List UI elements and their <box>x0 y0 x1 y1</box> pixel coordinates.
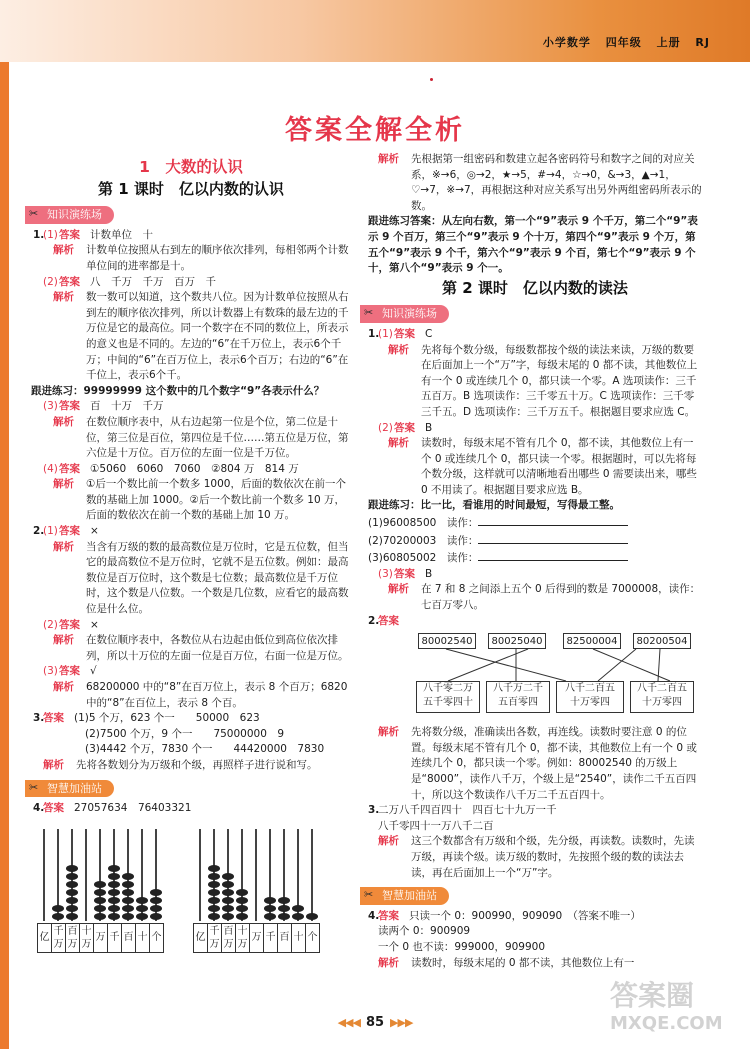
matching-diagram <box>368 633 702 721</box>
place-label: 十 <box>292 924 306 952</box>
abacus-bead <box>66 897 78 904</box>
abacus-bead <box>208 905 220 912</box>
abacus-bead <box>108 913 120 920</box>
abacus-bead <box>208 881 220 888</box>
analysis-text: 数一数可以知道，这个数共八位。因为计数单位按照从右到左的顺序依次排列，所以计数器上有数珠的最左边的千万位是它的最高位。同一个数字在不同的数位上，所表示的意义也是不同的。左边的“6”在千万位上，表示6个千万；中间的“6”在百万位上，表示6个百万；右边的“6”在千位上，表示6个千。 <box>86 291 349 382</box>
abacus-bead <box>208 873 220 880</box>
section-banner: ✂ 智慧加油站 <box>360 887 449 905</box>
place-label: 个 <box>307 932 318 944</box>
abacus-bead <box>136 897 148 904</box>
abacus-figures <box>33 823 349 963</box>
abacus-bead <box>122 889 134 896</box>
abacus-rod <box>43 829 45 921</box>
question-2: 2. (1) 答案 × 解析 当含有万级的数的最高数位是万位时，它是五位数，但当它的最高数位不是万位时，它就不是五位数。例如：最高数位是百万位时，这个数是七位数；最高数位是千万位时，这个数是八位数。一个数是几位数，应看它的最高数位是什么位。 (2) 答案 × 解析 在数位顺序表中，各数位从右边起由低位到高位依次排列，所以十万位的左面一位是百万位，右面一位是万位。 (3) 答案 √ 解析 68200000 中的“8”在百万位上，表示 8 个百万；6820 中的“8”在百位上，表示 8 个百。 <box>33 525 349 709</box>
answer-text: 计数单位 十 <box>90 228 153 241</box>
volume: 上册 <box>656 36 681 49</box>
abacus-bead <box>208 865 220 872</box>
place-label: 万 <box>250 924 264 952</box>
analysis-text: 计数单位按照从右到左的顺序依次排列，每相邻两个计数单位间的进率都是十。 <box>86 244 349 272</box>
place-label: 万 <box>94 924 108 952</box>
abacus-2 <box>193 827 333 953</box>
question-3: 3. 答案 (1)5 个万，623 个一 50000 623 (2)7500 个万，9 个一 75000000 9 (3)4442 个万，7830 个一 44420000 7830 解析 先将各数划分为万级和个级，再照样子进行说和写。 <box>33 712 325 771</box>
abacus-bead <box>150 905 162 912</box>
abacus-bead <box>94 881 106 888</box>
edition: RJ <box>695 36 710 49</box>
question-4: 4. 答案 27057634 76403321 <box>33 802 192 815</box>
abacus-bead <box>52 905 64 912</box>
scissors-icon: ✂ <box>364 888 374 902</box>
abacus-bead <box>122 897 134 904</box>
place-label: 千万 <box>52 924 66 952</box>
abacus-bead <box>66 881 78 888</box>
abacus-1 <box>37 827 177 953</box>
place-label: 千 <box>264 924 278 952</box>
section-banner: ✂ 智慧加油站 <box>25 780 114 798</box>
abacus-rod <box>85 829 87 921</box>
follow-up-practice-2: 跟进练习：比一比，看谁用的时间最短，写得最工整。 <box>368 499 620 512</box>
analysis-text: 在数位顺序表中，从右边起第一位是个位，第二位是十位，第三位是百位，第四位是千位……第五位是万位，第六位是十万位。百万位的左面一位是千万位。 <box>86 415 349 460</box>
abacus-bead <box>222 881 234 888</box>
place-label: 亿 <box>194 924 208 952</box>
abacus-bead <box>52 913 64 920</box>
decor-dot <box>430 78 433 81</box>
place-label: 百万 <box>222 924 236 952</box>
follow-up-practice: 跟进练习：99999999 这个数中的几个数字“9”各表示什么？ <box>31 384 325 397</box>
abacus-bead <box>108 865 120 872</box>
abacus-bead <box>278 913 290 920</box>
place-label: 十 <box>136 924 150 952</box>
abacus-bead <box>222 873 234 880</box>
answer-line[interactable] <box>478 532 628 544</box>
reading-row-3: (3)60805002 读作： <box>368 549 702 567</box>
right-column: 解析 先根据第一组密码和数建立起各密码符号和数字之间的对应关系，※→6，◎→2，★→5，#→4，☆→0，&→3，▲→1，♡→7，※→7，再根据这种对应关系写出另外两组密码所表示的数。 跟进练习答案：从左向右数，第一个“9”表示 9 个千万，第二个“9”表示 9 个百万，第三个“9”表示 9 个十万，第四个“9”表示 9 个万，第五个“9”表示 9 个千，第六个“9”表示 9 个百，第七个“9”表示 9 个十，第八个“9”表示 9 个一。 第 2 课时 亿以内数的读法 ✂ 知识演练场 1. (1) 答案 C 解析 先将每个数分级，每级数都按个级的读法来读，万级的数要在后面加上一个“万”字，每级末尾的 0 都不读，其他数位上有一个 0 或连续几个 0，都只读一个零。A 选项读作：三千五百万。B 选项读作：三千零五十万。C 选项读作：三千零三千五。D 选项读作：三千万五千。根据题目要求应选 C。 (2) 答案 B 解析 读数时，每级末尾不管有几个 0，都不读，其他数位上有一个 0 或连续几个 0，都只读一个零。根据题时，可以先将每个数分级，这样就可以清晰地看出哪些 0 需要读出来，哪些 0 不用读了。根据题目要求应选 B。 跟进练习：比一比，看谁用的时间最短，写得最工整。 (1)96008500 读作： (2)70200003 读作： (3)60805002 读作： (3) 答案 B 解析 在 7 和 8 之间添上五个 0 后得到的数是 7000008，读作：七百万零八。 2. 答案 80002540 80025040 82500004 80200504 八千零二万 五千零四十 八千万二千 五百零四 八千二百五 十万零四 八千二百五 十万零四 解析 先将数分级，准确读出各数，再连线。读数时要注意 0 的位置。每级末尾不管有几个 0，都不读，其他数位上有一个 0 或连续几个 0，都只读一个零。例如：80002540 的万级上是“8000”，读作八千万，个级上是“2540”，读作二千五百四十，所以这个数读作八千万二千五百四十。 3. 二万八千四百四十 四百七十九万一千 八千零四十一万八千二百 解析 这三个数都含有万级和个级，先分级，再读数。读数时，先读万级，再读个级。读万级的数时，先按照个级的数的读法去读，再在后面加上一个“万”字。 ✂ 智慧加油站 4. 答案 只读一个 0：900990，909090 （答案不唯一） 读两个 0：900909 一个 0 也不读：999000，909900 解析 读数时，每级末尾的 0 都不读，其他数位上有一 <box>368 152 702 971</box>
place-label: 亿 <box>38 924 52 952</box>
abacus-bead <box>122 873 134 880</box>
abacus-bead <box>150 889 162 896</box>
abacus-bead <box>292 913 304 920</box>
abacus-bead <box>278 897 290 904</box>
analysis-text: ①后一个数比前一个数多 1000，后面的数依次在前一个数的基础上加 1000。②后一个数比前一个数多 10 万，后面的数依次在前一个数的基础上加 10 万。 <box>86 478 346 522</box>
place-label: 千万 <box>208 924 222 952</box>
lesson-title: 第 1 课时 亿以内数的认识 <box>98 179 284 198</box>
scissors-icon: ✂ <box>29 207 39 221</box>
abacus-bead <box>150 897 162 904</box>
abacus-bead <box>122 905 134 912</box>
abacus-bead <box>292 905 304 912</box>
abacus-rod <box>199 829 201 921</box>
number-box: 80025040 <box>488 633 546 649</box>
abacus-rod <box>311 829 313 921</box>
abacus-bead <box>66 913 78 920</box>
follow-up-answer: 跟进练习答案：从左向右数，第一个“9”表示 9 个千万，第二个“9”表示 9 个百万，第三个“9”表示 9 个十万，第四个“9”表示 9 个万，第五个“9”表示 9 个千，第六个“9”表示 9 个百，第七个“9”表示 9 个十，第八个“9”表示 9 个一。 <box>368 215 698 275</box>
abacus-bead <box>150 913 162 920</box>
abacus-bead <box>66 905 78 912</box>
left-color-strip <box>0 62 9 1049</box>
abacus-bead <box>208 889 220 896</box>
right-arrows-icon: ▶▶▶ <box>390 1016 413 1029</box>
section-banner: ✂ 知识演练场 <box>25 206 114 224</box>
abacus-bead <box>66 865 78 872</box>
scissors-icon: ✂ <box>29 780 39 794</box>
place-label: 百 <box>278 924 292 952</box>
abacus-bead <box>122 913 134 920</box>
r-question-2: 2. 答案 <box>368 614 399 627</box>
question-1: 1. (1) 答案 计数单位 十 解析 计数单位按照从右到左的顺序依次排列，每相邻两个计数单位间的进率都是十。 (2) 答案 八 千万 千万 百万 千 解析 数一数可以知道，这个数共八位。因为计数单位按照从右到左的顺序依次排列，所以计数器上有数珠的最左边的千万位是它的最高位。同一个数字在不同的数位上，所表示的意义也是不同的。左边的“6”在千万位上，表示6个千万；中间的“6”在百万位上，表示6个百万；右边的“6”在千位上，表示6个千。 <box>33 228 349 384</box>
watermark: 答案圈 MXQE.COM <box>610 979 723 1034</box>
place-label: 个 <box>151 932 162 944</box>
place-label: 十万 <box>80 924 94 952</box>
question-1-cont: (3) 答案 百 十万 千万 解析 在数位顺序表中，从右边起第一位是个位，第二位是十位，第三位是百位，第四位是千位……第五位是万位，第六位是十万位。百万位的左面一位是千万位。 (4) 答案 ①5060 6060 7060 ②804 万 814 万 解析 ①后一个数比前一个数多 1000，后面的数依次在前一个数的基础上加 1000。②后一个数比前一个数多 10 万，后面的数依次在前一个数的基础上加 10 万。 <box>33 399 349 524</box>
number-box: 80002540 <box>418 633 476 649</box>
header-bar <box>0 0 750 62</box>
answer-text: 八 千万 千万 百万 千 <box>90 275 216 288</box>
lesson-title-2: 第 2 课时 亿以内数的读法 <box>442 278 628 297</box>
abacus-bead <box>136 913 148 920</box>
book-meta <box>533 34 710 50</box>
password-analysis: 解析 先根据第一组密码和数建立起各密码符号和数字之间的对应关系，※→6，◎→2，★→5，#→4，☆→0，&→3，▲→1，♡→7，※→7，再根据这种对应关系写出另外两组密码所表示的数。 <box>378 153 702 212</box>
abacus-bead <box>222 913 234 920</box>
abacus-bead <box>94 905 106 912</box>
abacus-bead <box>66 889 78 896</box>
abacus-bead <box>264 913 276 920</box>
r-question-3: 3. 二万八千四百四十 四百七十九万一千 八千零四十一万八千二百 解析 这三个数都含有万级和个级，先分级，再读数。读数时，先读万级，再读个级。读万级的数时，先按照个级的数的读法去读，再在后面加上一个“万”字。 <box>368 804 695 879</box>
place-label: 十万 <box>236 924 250 952</box>
answer-text: 百 十万 千万 <box>90 400 164 413</box>
abacus-bead <box>236 889 248 896</box>
abacus-bead <box>306 913 318 920</box>
abacus-bead <box>222 905 234 912</box>
abacus-bead <box>278 905 290 912</box>
place-label: 千 <box>108 924 122 952</box>
page-title: 答案全解全析 <box>285 115 465 146</box>
left-arrows-icon: ◀◀◀ <box>337 1016 360 1029</box>
left-column <box>29 152 349 963</box>
subject: 小学数学 <box>542 36 591 49</box>
answer-line[interactable] <box>478 514 628 526</box>
scissors-icon: ✂ <box>364 306 374 320</box>
place-label: 百 <box>122 924 136 952</box>
reading-box: 八千零二万 五千零四十 <box>416 681 480 713</box>
r-q2-analysis: 解析 先将数分级，准确读出各数，再连线。读数时要注意 0 的位置。每级末尾不管有几个 0，都不读，其他数位上有一个 0 或连续几个 0，都只读一个零。例如：80002540 的万级上是“8000”，读作八千万，个级上是“2540”，读作二千五百四十，所以这个数读作八千万二千五百四十。 <box>378 726 697 801</box>
abacus-rod <box>255 829 257 921</box>
abacus-bead <box>136 905 148 912</box>
abacus-bead <box>208 913 220 920</box>
reading-box: 八千二百五 十万零四 <box>556 681 624 713</box>
r-question-4: 4. 答案 只读一个 0：900990，909090 （答案不唯一） 读两个 0：900909 一个 0 也不读：999000，909900 解析 读数时，每级末尾的 0 都不读，其他数位上有一 <box>368 909 641 969</box>
abacus-bead <box>122 881 134 888</box>
abacus-bead <box>264 897 276 904</box>
abacus-bead <box>236 905 248 912</box>
page-number: ◀◀◀ 85 ▶▶▶ <box>337 1015 413 1030</box>
answer-text: ①5060 6060 7060 ②804 万 814 万 <box>90 462 299 475</box>
abacus-bead <box>108 889 120 896</box>
reading-box: 八千万二千 五百零四 <box>486 681 550 713</box>
abacus-bead <box>264 905 276 912</box>
unit-title: 1 大数的认识 <box>139 158 243 176</box>
abacus-bead <box>222 897 234 904</box>
grade: 四年级 <box>605 36 642 49</box>
reading-row-1: (1)96008500 读作： <box>368 514 702 532</box>
answer-line[interactable] <box>478 549 628 561</box>
abacus-bead <box>236 913 248 920</box>
abacus-bead <box>66 873 78 880</box>
abacus-bead <box>108 881 120 888</box>
abacus-bead <box>222 889 234 896</box>
abacus-bead <box>208 897 220 904</box>
number-box: 82500004 <box>563 633 621 649</box>
reading-box: 八千二百五 十万零四 <box>630 681 694 713</box>
place-label: 百万 <box>66 924 80 952</box>
abacus-bead <box>108 905 120 912</box>
abacus-bead <box>108 897 120 904</box>
number-box: 80200504 <box>633 633 691 649</box>
abacus-bead <box>236 897 248 904</box>
section-banner: ✂ 知识演练场 <box>360 305 449 323</box>
abacus-bead <box>94 913 106 920</box>
abacus-bead <box>94 897 106 904</box>
r-question-1: 1. (1) 答案 C 解析 先将每个数分级，每级数都按个级的读法来读，万级的数要在后面加上一个“万”字，每级末尾的 0 都不读，其他数位上有一个 0 或连续几个 0，都只读一个零。A 选项读作：三千五百万。B 选项读作：三千零五十万。C 选项读作：三千零三千五。D 选项读作：三千万五千。根据题目要求应选 C。 (2) 答案 B 解析 读数时，每级末尾不管有几个 0，都不读，其他数位上有一个 0 或连续几个 0，都只读一个零。根据题时，可以先将每个数分级，这样就可以清晰地看出哪些 0 需要读出来，哪些 0 不用读了。根据题目要求应选 B。 <box>368 327 698 496</box>
reading-row-2: (2)70200003 读作： <box>368 532 702 550</box>
abacus-bead <box>108 873 120 880</box>
abacus-bead <box>94 889 106 896</box>
